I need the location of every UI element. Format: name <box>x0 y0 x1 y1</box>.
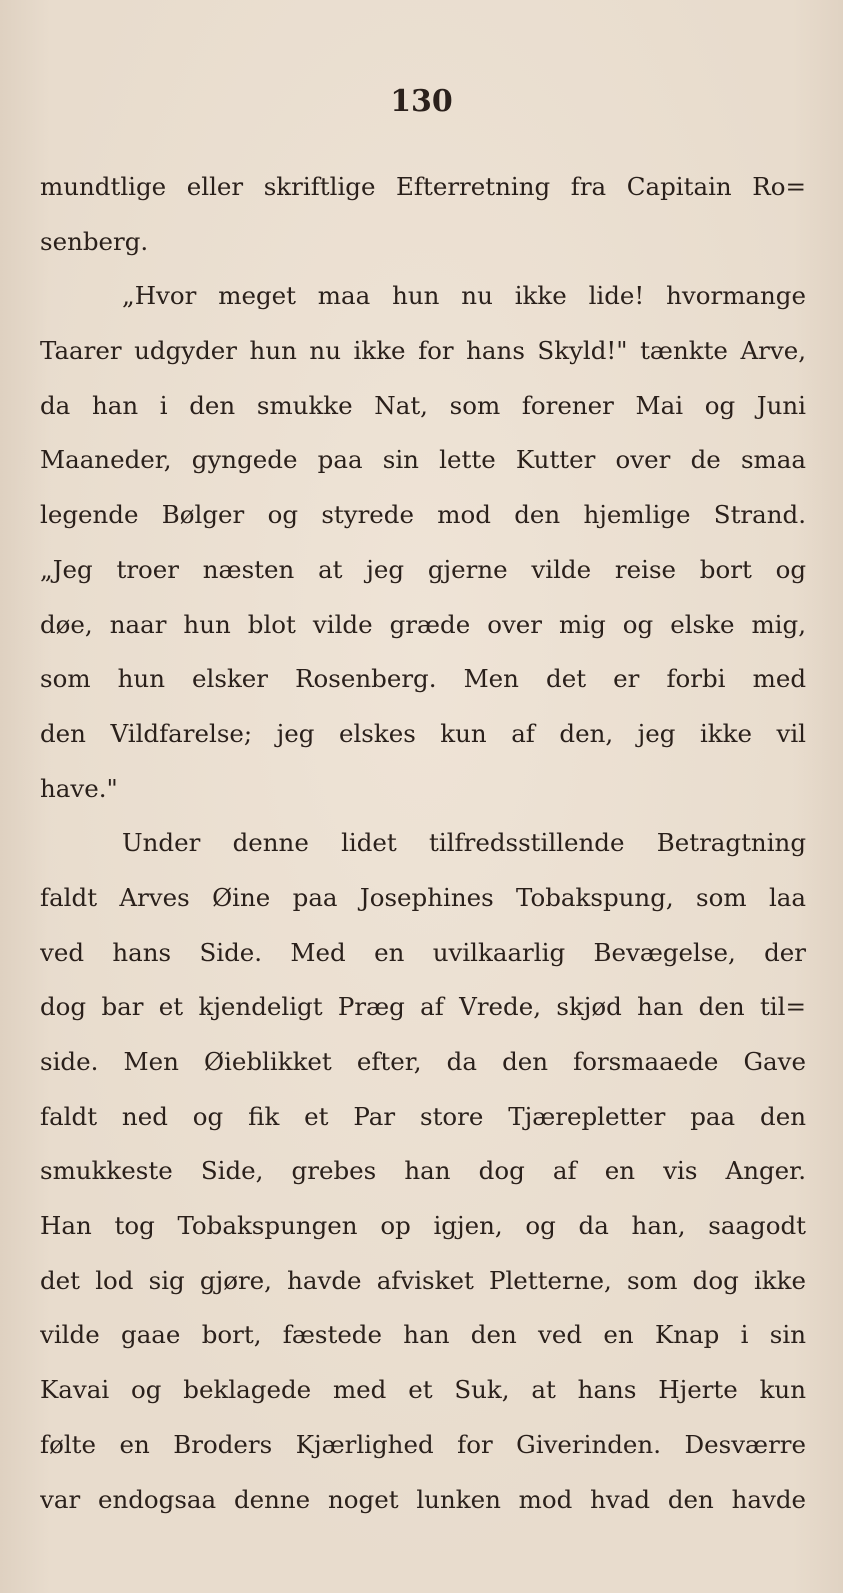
text-line: følte en Broders Kjærlighed for Giverinden. Desværre <box>40 1429 806 1459</box>
text-line: have." <box>40 773 118 803</box>
text-line: døe, naar hun blot vilde græde over mig og elske mig, <box>40 609 806 639</box>
text-line: ved hans Side. Med en uvilkaarlig Bevægelse, der <box>40 937 806 967</box>
text-line: „Hvor meget maa hun nu ikke lide! hvormange <box>122 281 806 311</box>
text-line: Han tog Tobakspungen op igjen, og da han, saagodt <box>40 1211 806 1241</box>
text-line: faldt Arves Øine paa Josephines Tobakspung, som laa <box>40 882 806 912</box>
text-line: den Vildfarelse; jeg elskes kun af den, jeg ikke vil <box>40 718 806 748</box>
text-line: Kavai og beklagede med et Suk, at hans Hjerte kun <box>40 1375 806 1405</box>
text-line: mundtlige eller skriftlige Efterretning fra Capitain Ro= <box>40 172 806 201</box>
text-line: var endogsaa denne noget lunken mod hvad den havde <box>40 1484 806 1514</box>
text-line: da han i den smukke Nat, som forener Mai og Juni <box>40 390 806 420</box>
text-line: som hun elsker Rosenberg. Men det er forbi med <box>40 664 806 694</box>
body-text <box>40 160 806 1527</box>
text-line: dog bar et kjendeligt Præg af Vrede, skjød han den til= <box>40 992 806 1022</box>
text-line: senberg. <box>40 226 149 256</box>
text-line: Maaneder, gyngede paa sin lette Kutter over de smaa <box>40 445 806 475</box>
text-line: Under denne lidet tilfredsstillende Betragtning <box>122 828 806 858</box>
text-line: vilde gaae bort, fæstede han den ved en Knap i sin <box>40 1320 806 1350</box>
text-line: „Jeg troer næsten at jeg gjerne vilde reise bort og <box>40 554 806 584</box>
text-line: faldt ned og fik et Par store Tjærepletter paa den <box>40 1101 806 1131</box>
text-line: det lod sig gjøre, havde afvisket Pletterne, som dog ikke <box>40 1265 806 1295</box>
text-line: smukkeste Side, grebes han dog af en vis Anger. <box>40 1156 806 1186</box>
text-line: Taarer udgyder hun nu ikke for hans Skyld!" tænkte Arve, <box>40 336 806 366</box>
page-number: 130 <box>390 84 453 119</box>
text-line: side. Men Øieblikket efter, da den forsmaaede Gave <box>40 1047 806 1076</box>
text-line: legende Bølger og styrede mod den hjemlige Strand. <box>40 500 806 530</box>
